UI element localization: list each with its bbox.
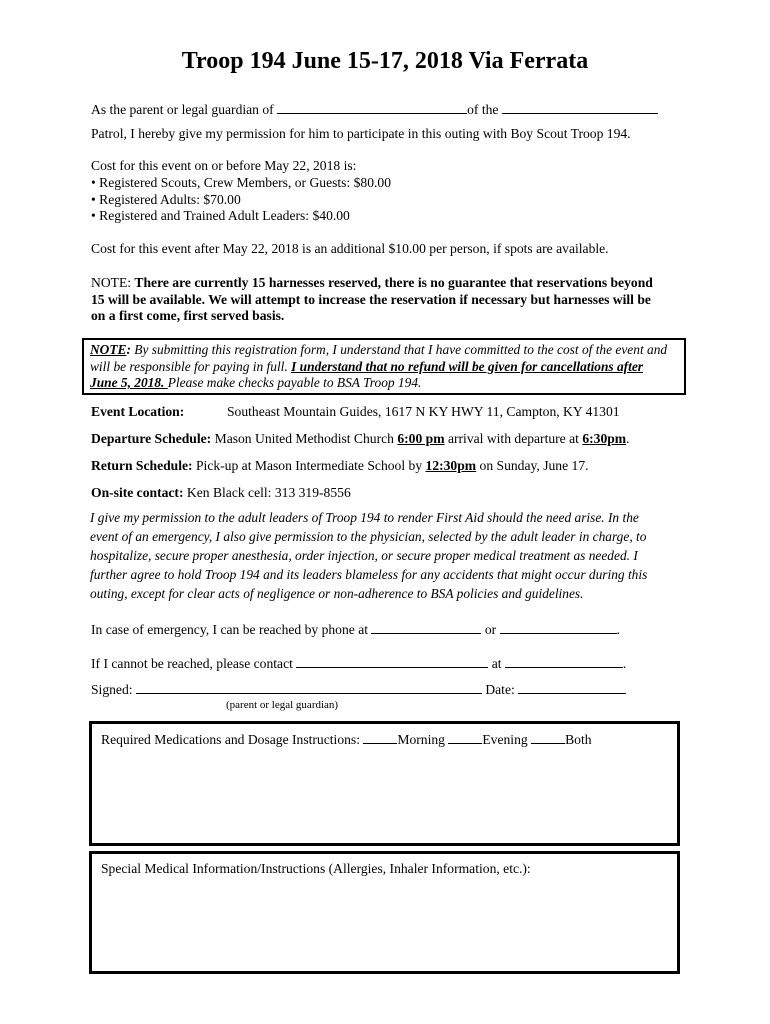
departure-label: Departure Schedule: xyxy=(91,431,212,446)
phone-1-blank[interactable] xyxy=(371,621,481,634)
onsite-contact-value: Ken Black cell: 313 319-8556 xyxy=(183,485,351,500)
page-title: Troop 194 June 15-17, 2018 Via Ferrata xyxy=(181,48,589,74)
guardian-line xyxy=(91,101,658,118)
refund-deadline: June 5, 2018. xyxy=(90,375,168,390)
emergency-phone-label: In case of emergency, I can be reached by phone at xyxy=(91,622,372,637)
permission-line: hospitalize, secure proper anesthesia, order injection, or secure proper medical treatment as needed. I xyxy=(90,548,638,563)
departure-time: 6:30pm xyxy=(582,431,627,446)
return-date: on Sunday, June 17. xyxy=(476,458,589,473)
harness-note-line-3: on a first come, first served basis. xyxy=(91,308,285,323)
refund-notice-line-2-text: will be responsible for paying in full. xyxy=(90,358,292,374)
date-label: Date: xyxy=(481,682,519,697)
return-time: 12:30pm xyxy=(425,458,477,473)
both-label: Both xyxy=(565,732,592,747)
phone-2-blank[interactable] xyxy=(500,621,617,634)
refund-notice-line-3 xyxy=(90,375,682,392)
alternate-contact-blank[interactable] xyxy=(296,655,488,668)
special-medical-label: Special Medical Information/Instructions (Allergies, Inhaler Information, etc.): xyxy=(101,861,531,876)
departure-arrival-time: 6:00 pm xyxy=(397,431,445,446)
cost-heading: Cost for this event on or before May 22, 2018 is: xyxy=(91,158,357,173)
emergency-phone-row xyxy=(91,621,620,638)
refund-notice-label: NOTE xyxy=(90,342,127,357)
medications-label: Required Medications and Dosage Instructions: xyxy=(101,732,364,747)
refund-notice-line-1-text: By submitting this registration form, I understand that I have committed to the cost of the event and xyxy=(134,342,668,357)
refund-notice-text xyxy=(90,342,682,392)
harness-note-line-2: 15 will be available. We will attempt to increase the reservation if necessary but harnesses will be xyxy=(91,292,651,307)
permission-line: further agree to hold Troop 194 and its leaders blameless for any accidents that might occur during this xyxy=(90,567,648,582)
cost-item: • Registered and Trained Adult Leaders: $40.00 xyxy=(91,208,350,224)
signature-blank[interactable] xyxy=(136,681,482,694)
period: . xyxy=(616,622,620,637)
return-label: Return Schedule: xyxy=(91,458,193,473)
guardian-prefix: As the parent or legal guardian of xyxy=(91,102,278,117)
signed-label: Signed: xyxy=(91,682,136,697)
permission-line: event of an emergency, I also give permission to the physician, selected by the adult leader in charge, to xyxy=(90,529,647,544)
return-row xyxy=(91,458,589,474)
signature-row xyxy=(91,681,626,698)
onsite-contact-label: On-site contact: xyxy=(91,485,184,500)
medical-permission-paragraph xyxy=(90,508,682,603)
refund-policy-emphasis: I understand that no refund will be given for cancellations after xyxy=(291,358,644,374)
period: . xyxy=(622,656,627,671)
scout-name-blank[interactable] xyxy=(277,101,467,114)
departure-text: arrival with departure at xyxy=(444,431,583,446)
guardian-line-2: Patrol, I hereby give my permission for him to participate in this outing with Boy Scout Troop 194. xyxy=(91,126,631,141)
harness-note-text: There are currently 15 harnesses reserved, there is no guarantee that reservations beyond xyxy=(134,275,653,290)
alternate-contact-row xyxy=(91,655,626,672)
at-text: at xyxy=(488,656,505,671)
evening-checkbox-blank[interactable] xyxy=(448,731,482,744)
morning-checkbox-blank[interactable] xyxy=(363,731,397,744)
departure-location: Mason United Methodist Church xyxy=(211,431,398,446)
cost-item: • Registered Adults: $70.00 xyxy=(91,192,241,208)
alternate-phone-blank[interactable] xyxy=(505,655,623,668)
permission-line: outing, except for clear acts of negligence or non-adherence to BSA policies and guidelines. xyxy=(90,586,584,601)
return-location: Pick-up at Mason Intermediate School by xyxy=(192,458,426,473)
morning-label: Morning xyxy=(397,732,449,747)
medications-row xyxy=(101,731,592,748)
evening-label: Evening xyxy=(482,732,532,747)
onsite-contact-row xyxy=(91,485,351,501)
refund-notice-colon: : xyxy=(126,342,135,357)
check-payable-text: Please make checks payable to BSA Troop 194. xyxy=(167,375,422,390)
date-blank[interactable] xyxy=(518,681,626,694)
cost-item: • Registered Scouts, Crew Members, or Guests: $80.00 xyxy=(91,175,391,191)
patrol-name-blank[interactable] xyxy=(502,101,658,114)
permission-line: I give my permission to the adult leaders of Troop 194 to render First Aid should the need arise. In the xyxy=(90,510,639,525)
departure-end: . xyxy=(626,431,630,446)
event-location-value: Southeast Mountain Guides, 1617 N KY HWY 11, Campton, KY 41301 xyxy=(227,404,620,419)
cost-after: Cost for this event after May 22, 2018 is an additional $10.00 per person, if spots are available. xyxy=(91,241,609,256)
harness-note-label: NOTE: xyxy=(91,275,135,290)
harness-note-line-1 xyxy=(91,275,653,291)
event-location-row xyxy=(91,404,184,420)
or-text: or xyxy=(481,622,500,637)
guardian-middle: of the xyxy=(467,102,502,117)
event-location-label: Event Location: xyxy=(91,404,185,419)
departure-row xyxy=(91,431,630,447)
both-checkbox-blank[interactable] xyxy=(531,731,565,744)
refund-notice-line-1 xyxy=(90,342,682,359)
refund-notice-line-2 xyxy=(90,359,682,376)
alternate-contact-label: If I cannot be reached, please contact xyxy=(91,656,297,671)
signature-caption: (parent or legal guardian) xyxy=(226,699,339,711)
